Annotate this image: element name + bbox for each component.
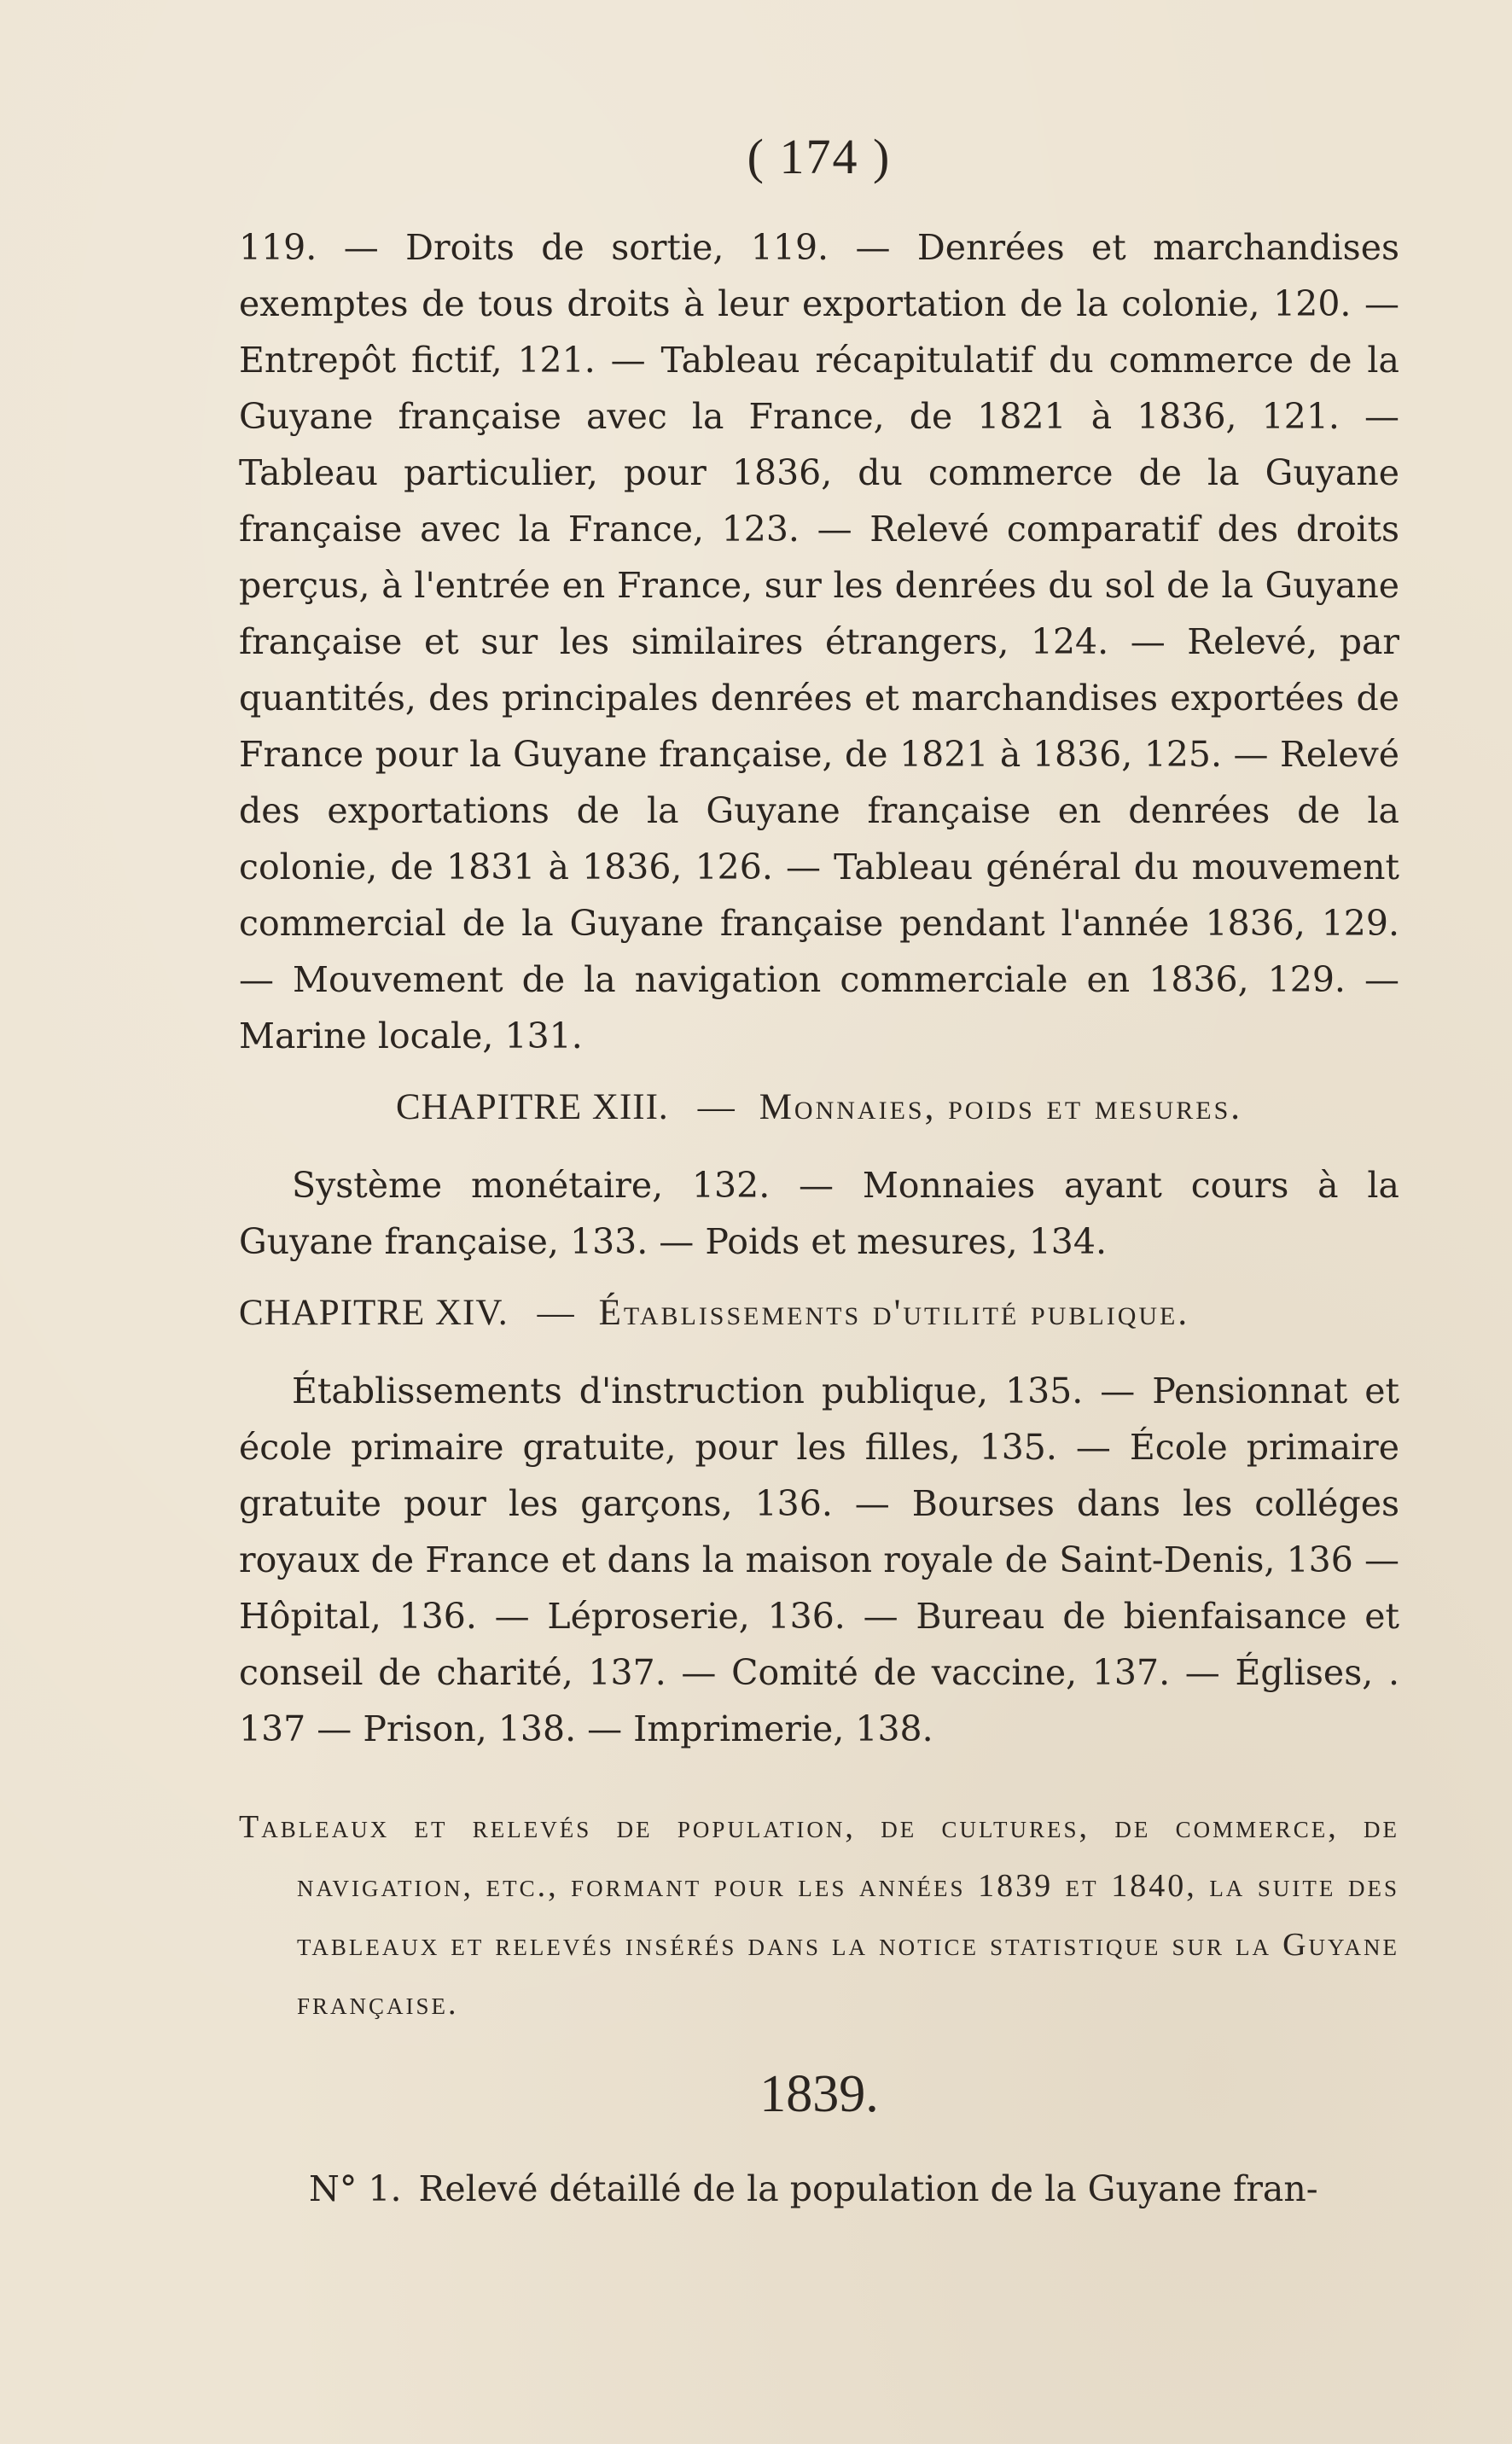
chapter-14-dash: — — [537, 1293, 575, 1333]
tableaux-heading: Tableaux et relevés de population, de cultures, de commerce, de navigation, etc., formant pour les années 1839 et 1840, la suite des tableaux et relevés insérés dans la notice statistique sur la Guyane française. — [239, 1809, 1399, 2022]
chapter-14-label: CHAPITRE XIV. — [239, 1293, 509, 1333]
entry-1 — [239, 2161, 1399, 2217]
commerce-index-paragraph: 119. — Droits de sortie, 119. — Denrées et marchandises exemptes de tous droits à leur exportation de la colonie, 120. — Entrepôt fictif, 121. — Tableau récapitulatif du commerce de la Guyane française avec la France, de 1821 à 1836, 121. — Tableau particulier, pour 1836, du commerce de la Guyane française avec la France, 123. — Relevé comparatif des droits perçus, à l'entrée en France, sur les denrées du sol de la Guyane française et sur les similaires étrangers, 124. — Relevé, par quantités, des principales denrées et marchandises exportées de France pour la Guyane française, de 1821 à 1836, 125. — Relevé des exportations de la Guyane française en denrées de la colonie, de 1831 à 1836, 126. — Tableau général du mouvement commercial de la Guyane française pendant l'année 1836, 129. — Mouvement de la navigation commerciale en 1836, 129. — Marine locale, 131. — [239, 227, 1399, 1056]
entry-1-text: Relevé détaillé de la population de la Guyane fran- — [418, 2168, 1318, 2209]
entry-1-number: N° 1. — [309, 2168, 402, 2209]
etablissements-paragraph: Établissements d'instruction publique, 135. — Pensionnat et école primaire gratuite, pour les filles, 135. — École primaire gratuite pour les garçons, 136. — Bourses dans les colléges royaux de France et dans la maison royale de Saint-Denis, 136 — Hôpital, 136. — Léproserie, 136. — Bureau de bienfaisance et conseil de charité, 137. — Comité de vaccine, 137. — Églises, . 137 — Prison, 138. — Imprimerie, 138. — [239, 1370, 1399, 1749]
chapter-13-label: CHAPITRE XIII. — [395, 1087, 669, 1127]
chapter-13-dash: — — [697, 1087, 736, 1127]
chapter-14-title: Établissements d'utilité publique. — [598, 1293, 1190, 1333]
book-page — [239, 128, 1399, 2415]
chapter-13-heading — [239, 1086, 1399, 1128]
chapter-13-title: Monnaies, poids et mesures. — [759, 1087, 1243, 1127]
year-heading: 1839. — [759, 2065, 879, 2123]
monnaies-paragraph: Système monétaire, 132. — Monnaies ayant cours à la Guyane française, 133. — Poids et mesures, 134. — [239, 1165, 1399, 1262]
chapter-14-heading — [239, 1292, 1399, 1334]
page-number: ( 174 ) — [747, 129, 892, 184]
